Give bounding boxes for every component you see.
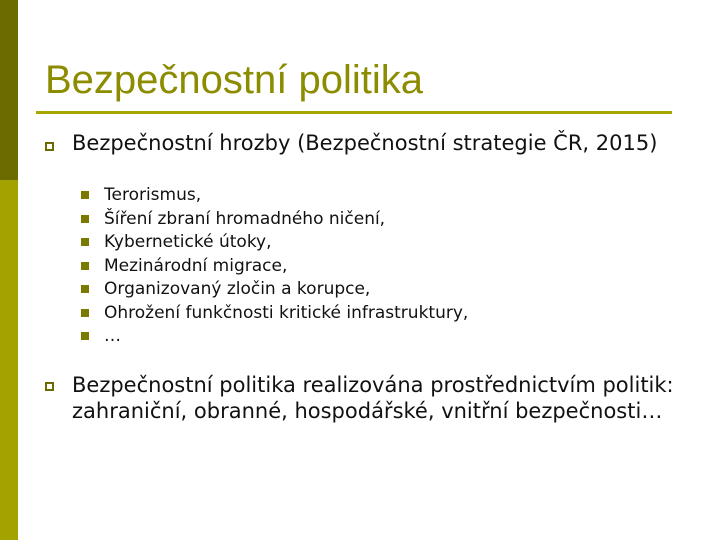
sub-item-infrastructure: Ohrožení funkčnosti kritické infrastruktury, [104,303,469,323]
sub-item-ellipsis: … [104,326,121,346]
bullet-point-threats: Bezpečnostní hrozby (Bezpečnostní strategie ČR, 2015) [72,131,658,155]
square-bullet-icon [45,382,54,391]
sub-item-organized-crime: Organizovaný zločin a korupce, [104,279,371,299]
bullet-point-policy: Bezpečnostní politika realizována prostřednictvím politik: zahraniční, obranné, hospodářské, vnitřní bezpečnosti… [72,373,674,423]
side-band-bottom [0,180,18,540]
side-band-top [0,0,18,180]
filled-square-bullet-icon [81,238,89,246]
sub-item-terrorism: Terorismus, [104,185,202,205]
filled-square-bullet-icon [81,285,89,293]
sub-item-cyber: Kybernetické útoky, [104,232,272,252]
sub-item-migration: Mezinárodní migrace, [104,256,288,276]
slide-title: Bezpečnostní politika [45,58,424,102]
filled-square-bullet-icon [81,332,89,340]
sub-item-wmd: Šíření zbraní hromadného ničení, [104,209,386,229]
filled-square-bullet-icon [81,262,89,270]
square-bullet-icon [45,142,54,151]
title-underline [36,111,672,114]
filled-square-bullet-icon [81,309,89,317]
filled-square-bullet-icon [81,215,89,223]
filled-square-bullet-icon [81,191,89,199]
